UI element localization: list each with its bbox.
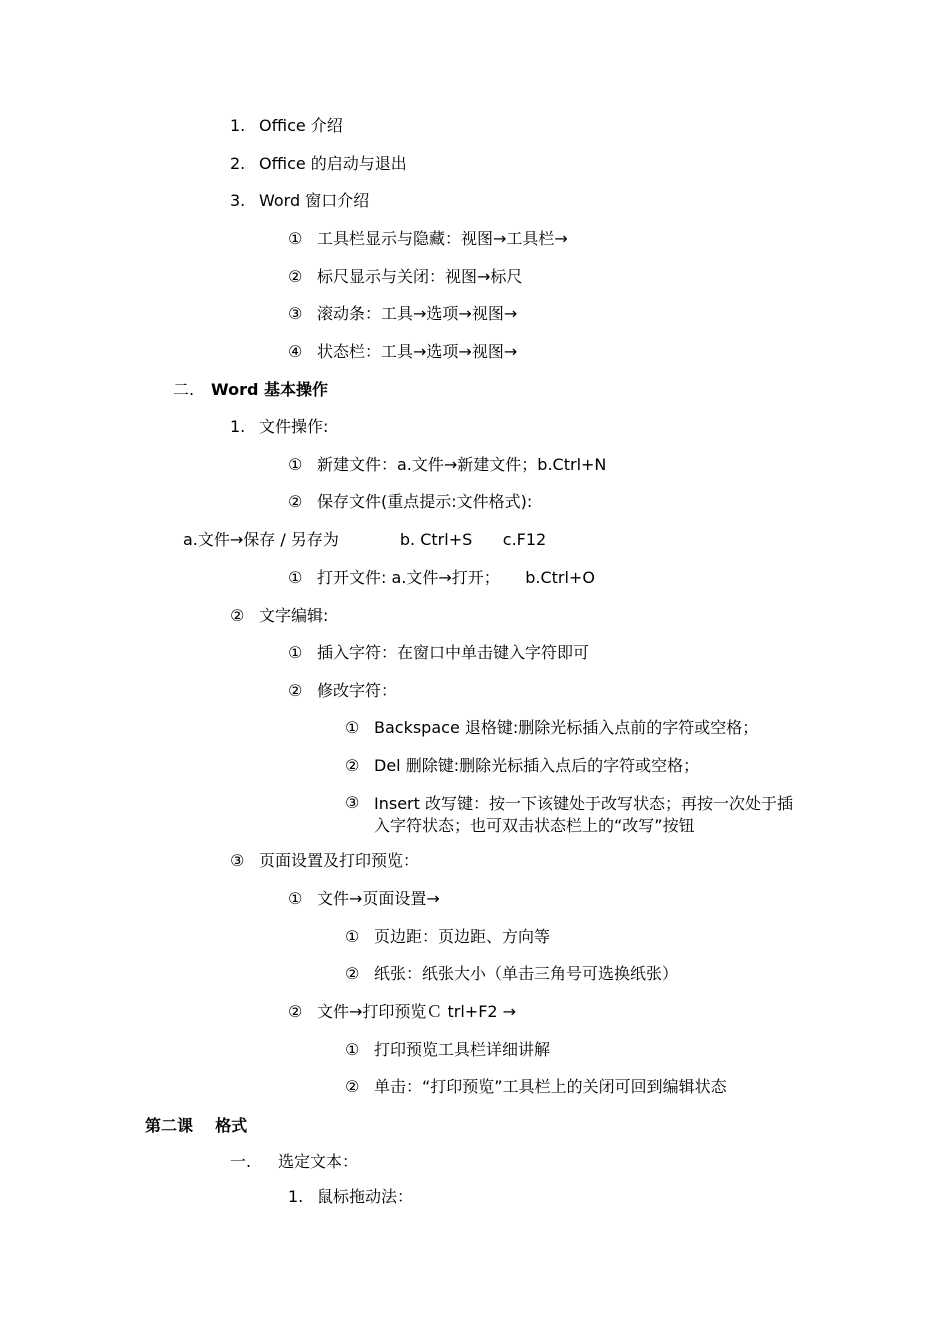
list-text: 工具栏显示与隐藏：视图→工具栏→ xyxy=(317,229,568,248)
list-text: 文件操作: xyxy=(259,417,329,436)
list-text: 文字编辑: xyxy=(259,606,329,625)
list-text: 纸张：纸张大小（单击三角号可选换纸张） xyxy=(374,964,679,983)
list-number: ② xyxy=(288,1002,303,1021)
list-number: ① xyxy=(345,1040,360,1059)
list-number: ② xyxy=(288,681,303,700)
list-text: 状态栏：工具→选项→视图→ xyxy=(317,342,518,361)
section-number: 二. xyxy=(173,380,195,399)
list-number: 1. xyxy=(288,1187,304,1206)
list-number: ② xyxy=(345,1077,360,1096)
list-number: ① xyxy=(288,643,303,662)
list-number: ② xyxy=(230,606,245,625)
section-title: Word 基本操作 xyxy=(211,380,328,399)
list-text: Backspace 退格键:删除光标插入点前的字符或空格； xyxy=(374,718,759,737)
list-text: 标尺显示与关闭：视图→标尺 xyxy=(317,267,523,286)
list-text: 文件→打印预览Ｃ trl+F2 → xyxy=(317,1002,517,1021)
list-text: Insert 改写键：按一下该键处于改写状态；再按一次处于插入字符状态；也可双击状态栏上的“改写”按钮 xyxy=(374,794,793,835)
list-number: 3. xyxy=(230,191,246,210)
list-text: Word 窗口介绍 xyxy=(259,191,370,210)
list-number: ① xyxy=(288,229,303,248)
list-number: 2. xyxy=(230,154,246,173)
list-number: ② xyxy=(288,492,303,511)
list-text: 页边距：页边距、方向等 xyxy=(374,927,551,946)
list-number: ② xyxy=(345,964,360,983)
list-text: 保存文件(重点提示:文件格式): xyxy=(317,492,533,511)
list-number: ① xyxy=(345,718,360,737)
list-text: 鼠标拖动法： xyxy=(317,1187,414,1206)
list-number: ① xyxy=(288,568,303,587)
list-text: 修改字符： xyxy=(317,681,398,700)
lesson-title: 第二课 格式 xyxy=(145,1116,248,1135)
list-number: ① xyxy=(345,927,360,946)
list-number: ② xyxy=(288,267,303,286)
list-number: ② xyxy=(345,756,360,775)
list-text: 打印预览工具栏详细讲解 xyxy=(374,1040,551,1059)
list-text: 新建文件：a.文件→新建文件；b.Ctrl+N xyxy=(317,455,607,474)
list-number: ③ xyxy=(230,851,245,870)
list-text: 插入字符：在窗口中单击键入字符即可 xyxy=(317,643,590,662)
list-text: Office 的启动与退出 xyxy=(259,154,407,173)
list-number: ① xyxy=(288,889,303,908)
paragraph-text: a.文件→保存 / 另存为 b. Ctrl+S c.F12 xyxy=(183,530,547,549)
list-text: 打开文件: a.文件→打开； b.Ctrl+O xyxy=(317,568,595,587)
list-text: Del 删除键:删除光标插入点后的字符或空格； xyxy=(374,756,700,775)
list-number: ① xyxy=(288,455,303,474)
list-text: 页面设置及打印预览： xyxy=(259,851,420,870)
list-number: 一. xyxy=(230,1152,252,1171)
list-number: 1. xyxy=(230,116,246,135)
list-number: ④ xyxy=(288,342,303,361)
list-text: 滚动条：工具→选项→视图→ xyxy=(317,304,518,323)
list-text: 文件→页面设置→ xyxy=(317,889,440,908)
list-text: 单击：“打印预览”工具栏上的关闭可回到编辑状态 xyxy=(374,1077,727,1096)
list-text: Office 介绍 xyxy=(259,116,343,135)
list-text: 选定文本： xyxy=(278,1152,359,1171)
list-number: 1. xyxy=(230,417,246,436)
list-number: ③ xyxy=(288,304,303,323)
list-number: ③ xyxy=(345,793,360,812)
